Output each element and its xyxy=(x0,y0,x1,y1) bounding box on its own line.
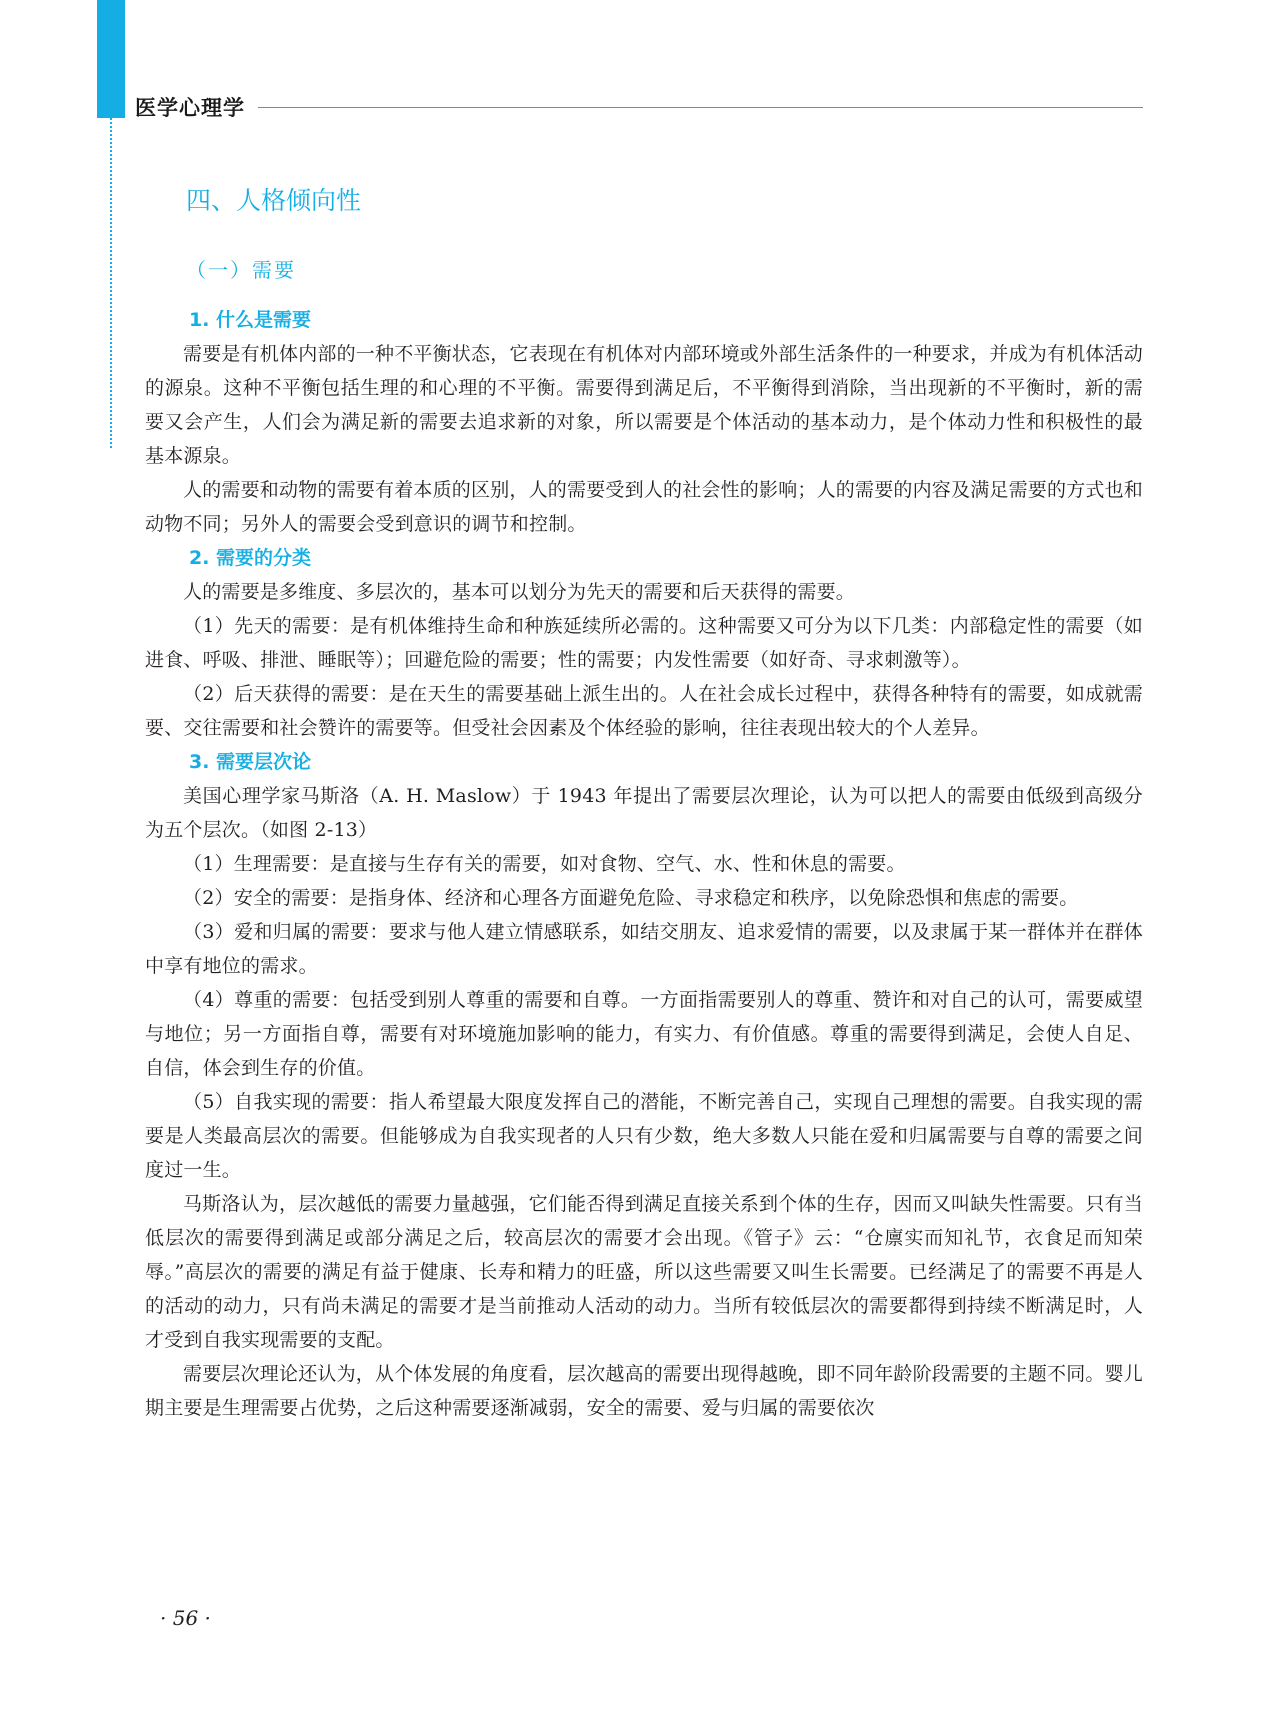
subsection-title: （一）需要 xyxy=(186,258,296,282)
paragraph: （2）安全的需要：是指身体、经济和心理各方面避免危险、寻求稳定和秩序，以免除恐惧和焦虑的需要。 xyxy=(183,887,1079,909)
paragraph: （4）尊重的需要：包括受到别人尊重的需要和自尊。一方面指需要别人的尊重、赞许和对自己的认可，需要威望与地位；另一方面指自尊，需要有对环境施加影响的能力，有实力、有价值感。尊重的需要得到满足，会使人自足、自信，体会到生存的价值。 xyxy=(145,989,1143,1079)
subheading: 1. 什么是需要 xyxy=(189,309,312,331)
header-accent-bar xyxy=(97,0,125,118)
paragraph: （1）生理需要：是直接与生存有关的需要，如对食物、空气、水、性和休息的需要。 xyxy=(183,853,906,875)
subheading: 2. 需要的分类 xyxy=(189,547,312,569)
paragraph: （3）爱和归属的需要：要求与他人建立情感联系，如结交朋友、追求爱情的需要，以及隶属于某一群体并在群体中享有地位的需求。 xyxy=(145,921,1143,977)
paragraph: （2）后天获得的需要：是在天生的需要基础上派生出的。人在社会成长过程中，获得各种特有的需要，如成就需要、交往需要和社会赞许的需要等。但受社会因素及个体经验的影响，往往表现出较大的个人差异。 xyxy=(145,683,1143,739)
header-rule xyxy=(258,107,1143,108)
paragraph: 需要是有机体内部的一种不平衡状态，它表现在有机体对内部环境或外部生活条件的一种要求，并成为有机体活动的源泉。这种不平衡包括生理的和心理的不平衡。需要得到满足后，不平衡得到消除，当出现新的不平衡时，新的需要又会产生，人们会为满足新的需要去追求新的对象，所以需要是个体活动的基本动力，是个体动力性和积极性的最基本源泉。 xyxy=(145,343,1144,467)
section-title: 四、人格倾向性 xyxy=(186,186,362,215)
paragraph: 人的需要是多维度、多层次的，基本可以划分为先天的需要和后天获得的需要。 xyxy=(183,581,856,603)
paragraph: 马斯洛认为，层次越低的需要力量越强，它们能否得到满足直接关系到个体的生存，因而又叫缺失性需要。只有当低层次的需要得到满足或部分满足之后，较高层次的需要才会出现。《管子》云：“仓廪实而知礼节，衣食足而知荣辱。”高层次的需要的满足有益于健康、长寿和精力的旺盛，所以这些需要又叫生长需要。已经满足了的需要不再是人的活动的动力，只有尚未满足的需要才是当前推动人活动的动力。当所有较低层次的需要都得到持续不断满足时，人才受到自我实现需要的支配。 xyxy=(145,1193,1144,1351)
margin-dotted-rule xyxy=(110,118,112,448)
paragraph: （1）先天的需要：是有机体维持生命和种族延续所必需的。这种需要又可分为以下几类：内部稳定性的需要（如进食、呼吸、排泄、睡眠等）；回避危险的需要；性的需要；内发性需要（如好奇、寻求刺激等）。 xyxy=(145,615,1143,671)
paragraph: 需要层次理论还认为，从个体发展的角度看，层次越高的需要出现得越晚，即不同年龄阶段需要的主题不同。婴儿期主要是生理需要占优势，之后这种需要逐渐减弱，安全的需要、爱与归属的需要依次 xyxy=(145,1363,1144,1419)
paragraph: 人的需要和动物的需要有着本质的区别，人的需要受到人的社会性的影响；人的需要的内容及满足需要的方式也和动物不同；另外人的需要会受到意识的调节和控制。 xyxy=(145,479,1144,535)
body-text xyxy=(145,303,1143,1425)
paragraph: 美国心理学家马斯洛（A. H. Maslow）于 1943 年提出了需要层次理论，认为可以把人的需要由低级到高级分为五个层次。（如图 2-13） xyxy=(145,785,1143,841)
paragraph: （5）自我实现的需要：指人希望最大限度发挥自己的潜能，不断完善自己，实现自己理想的需要。自我实现的需要是人类最高层次的需要。但能够成为自我实现者的人只有少数，绝大多数人只能在爱和归属需要与自尊的需要之间度过一生。 xyxy=(145,1091,1143,1181)
subheading: 3. 需要层次论 xyxy=(189,751,312,773)
running-header-title: 医学心理学 xyxy=(135,96,245,120)
page-number: · 56 · xyxy=(160,1606,211,1630)
